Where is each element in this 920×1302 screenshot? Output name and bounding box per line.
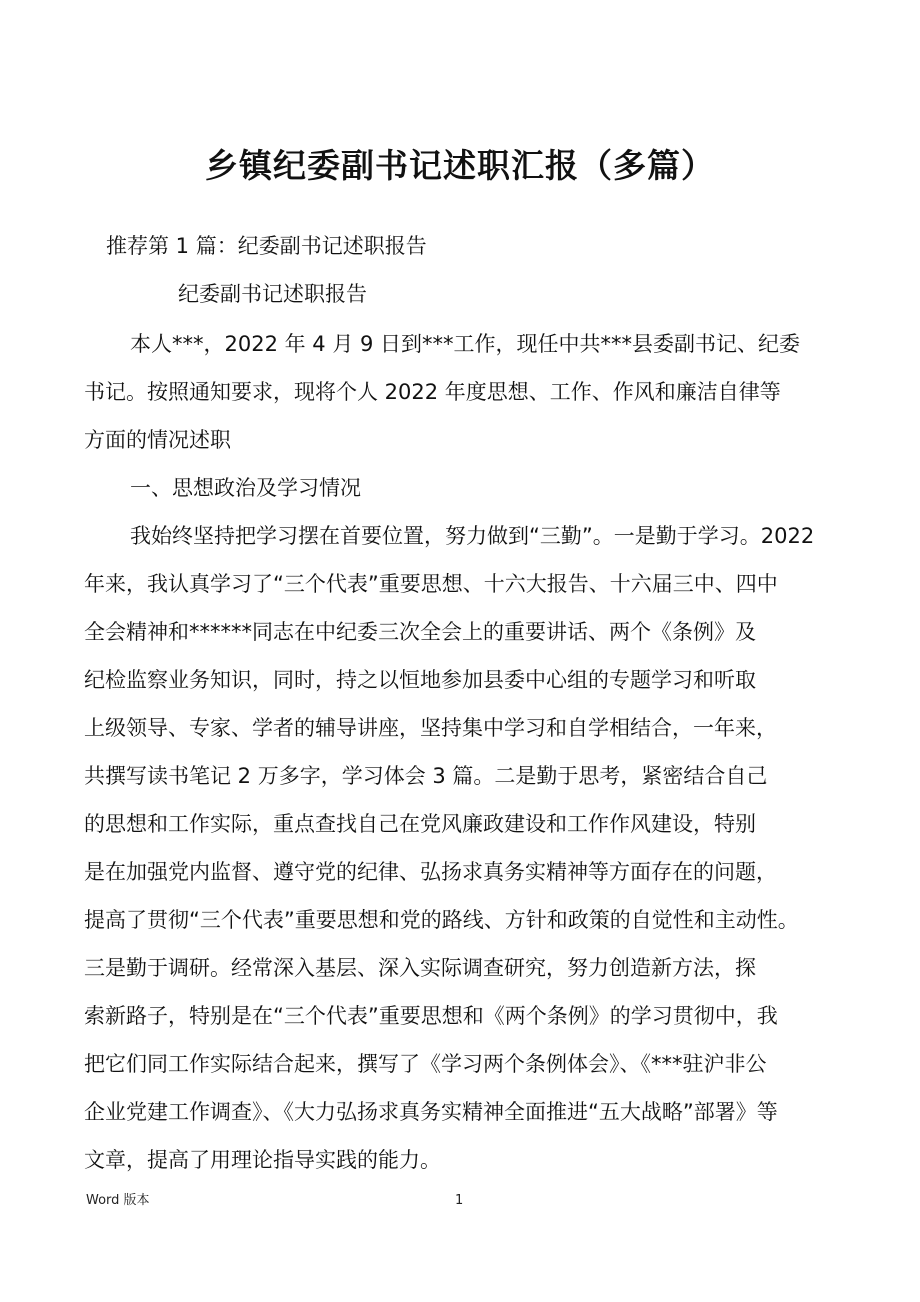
document-title: 乡镇纪委副书记述职汇报（多篇） <box>205 146 715 185</box>
section-heading: 一、思想政治及学习情况 <box>130 476 361 500</box>
paragraph-line: 提高了贯彻“三个代表”重要思想和党的路线、方针和政策的自觉性和主动性。 <box>84 908 799 932</box>
paragraph-line: 文章，提高了用理论指导实践的能力。 <box>84 1148 441 1172</box>
paragraph-line: 书记。按照通知要求，现将个人 2022 年度思想、工作、作风和廉洁自律等 <box>84 380 781 404</box>
paragraph-line: 本人***，2022 年 4 月 9 日到***工作，现任中共***县委副书记、纪委 <box>130 332 801 356</box>
page-number: 1 <box>455 1193 464 1208</box>
recommendation-heading: 推荐第 1 篇：纪委副书记述职报告 <box>106 234 427 258</box>
paragraph-line: 三是勤于调研。经常深入基层、深入实际调查研究，努力创造新方法，探 <box>84 956 756 980</box>
paragraph-line: 索新路子，特别是在“三个代表”重要思想和《两个条例》的学习贯彻中，我 <box>84 1004 778 1028</box>
paragraph-line: 上级领导、专家、学者的辅导讲座，坚持集中学习和自学相结合，一年来， <box>84 716 777 740</box>
body-paragraph <box>84 512 854 1184</box>
paragraph-line: 把它们同工作实际结合起来，撰写了《学习两个条例体会》、《***驻沪非公 <box>84 1052 767 1076</box>
paragraph-line: 方面的情况述职 <box>84 428 231 452</box>
paragraph-line: 纪检监察业务知识，同时，持之以恒地参加县委中心组的专题学习和听取 <box>84 668 756 692</box>
report-title: 纪委副书记述职报告 <box>178 282 367 306</box>
paragraph-line: 全会精神和******同志在中纪委三次全会上的重要讲话、两个《条例》及 <box>84 620 756 644</box>
paragraph-line: 企业党建工作调查》、《大力弘扬求真务实精神全面推进“五大战略”部署》等 <box>84 1100 778 1124</box>
paragraph-line: 我始终坚持把学习摆在首要位置，努力做到“三勤”。一是勤于学习。2022 <box>130 524 815 548</box>
paragraph-line: 共撰写读书笔记 2 万多字，学习体会 3 篇。二是勤于思考，紧密结合自己 <box>84 764 768 788</box>
paragraph-line: 的思想和工作实际，重点查找自己在党风廉政建设和工作作风建设，特别 <box>84 812 756 836</box>
paragraph-line: 是在加强党内监督、遵守党的纪律、弘扬求真务实精神等方面存在的问题， <box>84 860 777 884</box>
footer-label: Word 版本 <box>86 1193 150 1208</box>
intro-paragraph <box>84 320 854 464</box>
paragraph-line: 年来，我认真学习了“三个代表”重要思想、十六大报告、十六届三中、四中 <box>84 572 778 596</box>
section-heading-block <box>84 464 854 512</box>
